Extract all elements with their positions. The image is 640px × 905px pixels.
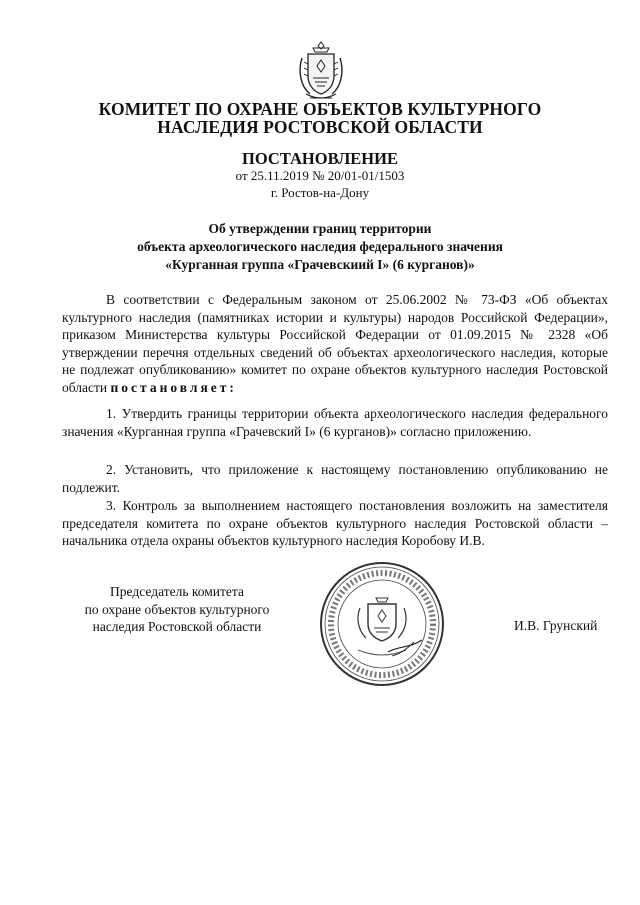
signatory-position-line3: наследия Ростовской области [92, 619, 262, 634]
item-2 [62, 461, 608, 496]
item-1-text: 1. Утвердить границы территории объекта археологического наследия федерального значения «Курганная группа «Грачевский I» (6 курганов)» согласно приложению. [62, 406, 608, 439]
document-date-number: от 25.11.2019 № 20/01-01/1503 [235, 168, 405, 183]
signatory-name: И.В. Грунский [514, 618, 598, 633]
subject-line2: объекта археологического наследия федерального значения [137, 239, 503, 254]
intro-paragraph [62, 291, 608, 396]
organization-name-line2: НАСЛЕДИЯ РОСТОВСКОЙ ОБЛАСТИ [157, 117, 483, 137]
signatory-position [62, 583, 292, 636]
coat-of-arms-icon [296, 40, 346, 102]
organization-name-line1: КОМИТЕТ ПО ОХРАНЕ ОБЪЕКТОВ КУЛЬТУРНОГО [98, 99, 542, 119]
item-3-text: 3. Контроль за выполнением настоящего постановления возложить на заместителя председателя комитета по охране объектов культурного наследия Ростовской области – начальника отдела охраны объектов культурного наследия Коробову И.В. [62, 498, 608, 548]
subject-line3: «Курганная группа «Грачевскиий I» (6 курганов)» [165, 257, 475, 272]
official-seal-icon [318, 560, 446, 688]
item-2-text: 2. Установить, что приложение к настоящему постановлению опубликованию не подлежит. [62, 462, 608, 495]
item-3 [62, 497, 608, 550]
document-city: г. Ростов-на-Дону [270, 185, 370, 200]
intro-verb: постановляет: [110, 379, 237, 395]
signatory-position-line1: Председатель комитета [110, 584, 244, 599]
signatory-position-line2: по охране объектов культурного [84, 601, 270, 617]
document-type: ПОСТАНОВЛЕНИЕ [242, 149, 398, 168]
subject-line1: Об утверждении границ территории [208, 221, 432, 236]
intro-text: В соответствии с Федеральным законом от 25.06.2002 № 73-ФЗ «Об объектах культурного наследия (памятниках истории и культуры) народов Российской Федерации», приказом Министерства культуры Российской Федерации от 01.09.2015 № 2328 «Об утверждении перечня отдельных сведений об объектах археологического наследия, которые не подлежат опубликованию» комитет по охране объектов культурного наследия Ростовской области [62, 292, 608, 395]
item-1 [62, 405, 608, 440]
